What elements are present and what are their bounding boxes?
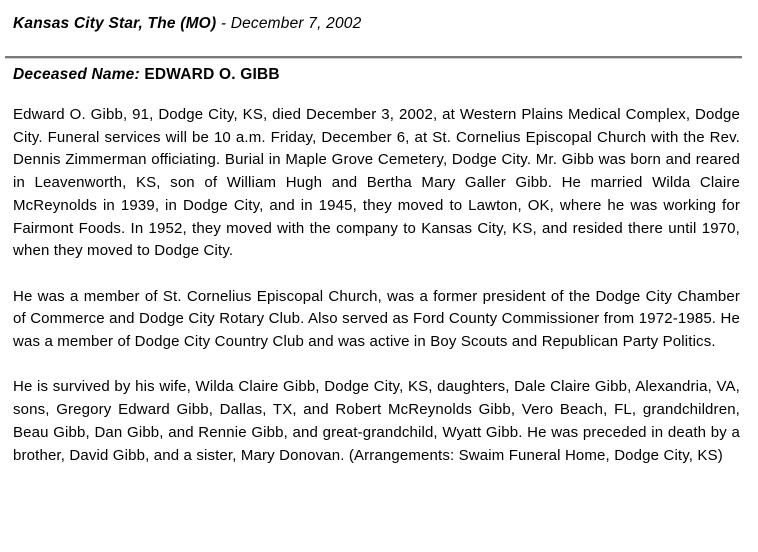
obituary-paragraph: Edward O. Gibb, 91, Dodge City, KS, died December 3, 2002, at Western Plains Medical Complex, Dodge City. Funeral services will be 10 a.m. Friday, December 6, at St. Cornelius Episcopal Church with the Rev. Dennis Zimmerman officiating. Burial in Maple Grove Cemetery, Dodge City. Mr. Gibb was born and reared in Leavenworth, KS, son of William Hugh and Bertha Mary Galler Gibb. He married Wilda Claire McReynolds in 1939, in Dodge City, and in 1945, they moved to Lawton, OK, where he was working for Fairmont Foods. In 1952, they moved with the company to Kansas City, KS, and resided there until 1970, when they moved to Dodge City. [13,106,740,260]
deceased-label: Deceased Name: [13,66,145,83]
header-separator: - [216,15,231,32]
source-title: Kansas City Star, The (MO) [13,15,217,32]
deceased-line [13,66,280,84]
obituary-paragraph: He was a member of St. Cornelius Episcopal Church, was a former president of the Dodge City Chamber of Commerce and Dodge City Rotary Club. Also served as Ford County Commissioner from 1972-1985. He was a member of Dodge City Country Club and was active in Boy Scouts and Republican Party Politics. [13,287,740,351]
article-header [13,15,361,33]
obituary-body [13,104,740,490]
obituary-paragraph: He is survived by his wife, Wilda Claire Gibb, Dodge City, KS, daughters, Dale Claire Gibb, Alexandria, VA, sons, Gregory Edward Gibb, Dallas, TX, and Robert McReynolds Gibb, Vero Beach, FL, grandchildren, Beau Gibb, Dan Gibb, and Rennie Gibb, and great-grandchild, Wyatt Gibb. He was preceded in death by a brother, David Gibb, and a sister, Mary Donovan. (Arrangements: Swaim Funeral Home, Dodge City, KS) [13,378,740,464]
publication-date: December 7, 2002 [230,15,362,32]
header-divider [5,56,742,59]
deceased-name: EDWARD O. GIBB [144,66,280,83]
